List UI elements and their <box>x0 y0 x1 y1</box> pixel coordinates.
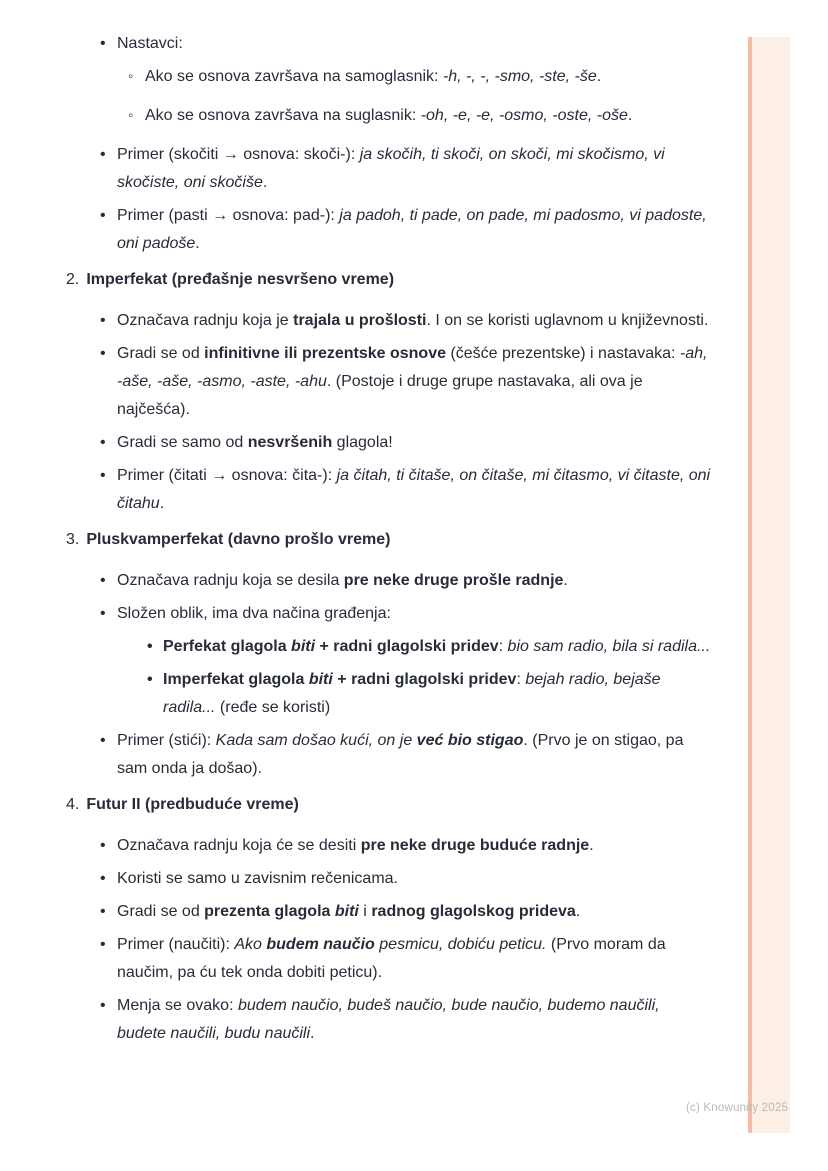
list-item-text <box>117 931 712 987</box>
text-segment: radnog glagolskog prideva <box>371 903 576 920</box>
section-heading <box>66 791 712 819</box>
list-item-text <box>117 992 712 1048</box>
list-item <box>66 307 712 335</box>
bullet-marker-icon: • <box>100 936 106 953</box>
text-segment: Složen oblik, ima dva načina građenja: <box>117 605 391 622</box>
text-segment: . I on se koristi uglavnom u književnosti. <box>426 312 709 329</box>
text-segment: Gradi se od <box>117 903 205 920</box>
text-segment: Primer (pasti → osnova: pad-): <box>117 207 340 224</box>
text-segment: Koristi se samo u zavisnim rečenicama. <box>117 870 398 887</box>
text-segment: pesmicu, dobiću peticu. <box>374 936 547 953</box>
list-item-text <box>86 526 712 554</box>
text-segment: (Prvo moram da naučim, pa ću tek onda dobiti peticu). <box>117 936 666 981</box>
text-segment: biti <box>291 638 316 655</box>
text-segment: Označava radnju koja će se desiti <box>117 837 361 854</box>
text-segment: : <box>516 671 526 688</box>
text-segment: Označava radnju koja je <box>117 312 294 329</box>
text-segment: Futur II (predbuduće vreme) <box>86 796 299 813</box>
bullet-marker-icon: • <box>100 732 106 749</box>
text-segment: Ako <box>234 936 267 953</box>
list-item-text <box>117 898 712 926</box>
text-segment: Primer (skočiti → osnova: skoči-): <box>117 146 360 163</box>
text-segment: . (Prvo je on stigao, pa sam onda ja došao). <box>117 732 684 777</box>
text-segment: . <box>310 1025 315 1042</box>
bullet-marker-icon: • <box>100 997 106 1014</box>
list-item-text <box>163 666 712 722</box>
bullet-marker-icon: • <box>100 146 106 163</box>
text-segment: bejah radio, bejaše radila... <box>163 671 661 716</box>
text-segment: + radni glagolski pridev <box>315 638 499 655</box>
copyright-watermark: (c) Knowunity 2025 <box>686 1102 789 1114</box>
text-segment: (češće prezentske) i nastavaka: <box>446 345 680 362</box>
list-item-text <box>117 340 712 424</box>
section-number: 4. <box>66 796 80 813</box>
list-item <box>66 832 712 860</box>
list-item-text <box>117 141 712 197</box>
list-item-text <box>117 600 712 628</box>
text-segment: . (Postoje i druge grupe nastavaka, ali ova je najčešća). <box>117 373 643 418</box>
bullet-marker-icon: ◦ <box>128 107 134 124</box>
list-item-text <box>145 102 712 130</box>
text-segment: trajala u prošlosti <box>293 312 427 329</box>
text-segment: i <box>358 903 372 920</box>
text-segment: prezenta glagola <box>204 903 335 920</box>
text-segment: ja skočih, ti skoči, on skoči, mi skočismo, vi skočiste, oni skočiše <box>117 146 665 191</box>
section-heading <box>66 266 712 294</box>
list-item-text <box>117 727 712 783</box>
section-number: 2. <box>66 271 80 288</box>
text-segment: Nastavci: <box>117 35 183 52</box>
list-item <box>66 340 712 424</box>
text-segment: . <box>596 68 602 85</box>
list-item <box>66 462 712 518</box>
text-segment: Imperfekat (pređašnje nesvršeno vreme) <box>86 271 395 288</box>
text-segment: glagola! <box>332 434 393 451</box>
list-item <box>66 992 712 1048</box>
section-number: 3. <box>66 531 80 548</box>
list-item <box>66 30 712 58</box>
list-item <box>66 633 712 661</box>
bullet-marker-icon: • <box>100 312 106 329</box>
text-segment: (ređe se koristi) <box>215 699 331 716</box>
page-edge-stripe <box>748 37 790 1133</box>
text-segment: Gradi se od <box>117 345 205 362</box>
list-item-text <box>145 63 712 91</box>
text-segment: ja čitah, ti čitaše, on čitaše, mi čitasmo, vi čitaste, oni čitahu <box>117 467 711 512</box>
text-segment: Menja se ovako: <box>117 997 238 1014</box>
list-item <box>66 666 712 722</box>
text-segment: pre neke druge buduće radnje <box>360 837 590 854</box>
text-segment: : <box>498 638 508 655</box>
list-item <box>66 63 712 91</box>
text-segment: . <box>159 495 165 512</box>
list-item <box>66 102 712 130</box>
text-segment: već bio stigao <box>416 732 524 749</box>
list-item-text <box>117 202 712 258</box>
list-item <box>66 898 712 926</box>
text-segment: . <box>589 837 594 854</box>
list-item <box>66 429 712 457</box>
list-item-text <box>117 462 712 518</box>
bullet-marker-icon: • <box>100 870 106 887</box>
text-segment: . <box>563 572 568 589</box>
text-segment: . <box>627 107 633 124</box>
bullet-marker-icon: • <box>100 434 106 451</box>
text-segment: biti <box>308 671 333 688</box>
document-body <box>66 30 712 1053</box>
list-item <box>66 600 712 628</box>
list-item-text <box>117 429 712 457</box>
text-segment: Primer (naučiti): <box>117 936 235 953</box>
text-segment: Označava radnju koja se desila <box>117 572 344 589</box>
text-segment: -h, -, -, -smo, -ste, -še <box>442 68 597 85</box>
text-segment: infinitivne ili prezentske osnove <box>204 345 446 362</box>
list-item <box>66 931 712 987</box>
text-segment: Primer (stići): <box>117 732 216 749</box>
text-segment: bio sam radio, bila si radila... <box>507 638 711 655</box>
list-item-text <box>86 791 712 819</box>
text-segment: . <box>262 174 268 191</box>
list-item-text <box>117 865 712 893</box>
text-segment: Imperfekat glagola <box>163 671 309 688</box>
list-item <box>66 727 712 783</box>
bullet-marker-icon: ◦ <box>128 68 134 85</box>
bullet-marker-icon: • <box>100 345 106 362</box>
text-segment: budem naučio, budeš naučio, bude naučio, budemo naučili, budete naučili, budu naučili <box>117 997 660 1042</box>
bullet-marker-icon: • <box>100 467 106 484</box>
list-item-text <box>117 832 712 860</box>
text-segment: + radni glagolski pridev <box>332 671 517 688</box>
text-segment: biti <box>334 903 359 920</box>
list-item <box>66 141 712 197</box>
bullet-marker-icon: • <box>100 35 106 52</box>
text-segment: Perfekat glagola <box>163 638 292 655</box>
text-segment: nesvršenih <box>247 434 333 451</box>
text-segment: pre neke druge prošle radnje <box>343 572 564 589</box>
list-item-text <box>117 307 712 335</box>
text-segment: -oh, -e, -e, -osmo, -oste, -oše <box>420 107 628 124</box>
text-segment: budem naučio <box>266 936 375 953</box>
text-segment: Primer (čitati → osnova: čita-): <box>117 467 337 484</box>
list-item-text <box>86 266 712 294</box>
bullet-marker-icon: • <box>100 572 106 589</box>
bullet-marker-icon: • <box>100 605 106 622</box>
text-segment: Gradi se samo od <box>117 434 248 451</box>
text-segment: Kada sam došao kući, on je <box>215 732 417 749</box>
bullet-marker-icon: • <box>100 837 106 854</box>
text-segment: Ako se osnova završava na suglasnik: <box>145 107 421 124</box>
section-heading <box>66 526 712 554</box>
text-segment: ja padoh, ti pade, on pade, mi padosmo, vi padoste, oni padoše <box>117 207 707 252</box>
bullet-marker-icon: • <box>147 638 153 655</box>
list-item <box>66 202 712 258</box>
bullet-marker-icon: • <box>100 903 106 920</box>
list-item <box>66 567 712 595</box>
bullet-marker-icon: • <box>100 207 106 224</box>
bullet-marker-icon: • <box>147 671 153 688</box>
list-item-text <box>117 30 712 58</box>
text-segment: Pluskvamperfekat (davno prošlo vreme) <box>86 531 391 548</box>
text-segment: . <box>575 903 581 920</box>
list-item-text <box>163 633 712 661</box>
text-segment: -ah, -aše, -aše, -asmo, -aste, -ahu <box>117 345 708 390</box>
list-item <box>66 865 712 893</box>
text-segment: Ako se osnova završava na samoglasnik: <box>145 68 443 85</box>
text-segment: . <box>195 235 200 252</box>
list-item-text <box>117 567 712 595</box>
